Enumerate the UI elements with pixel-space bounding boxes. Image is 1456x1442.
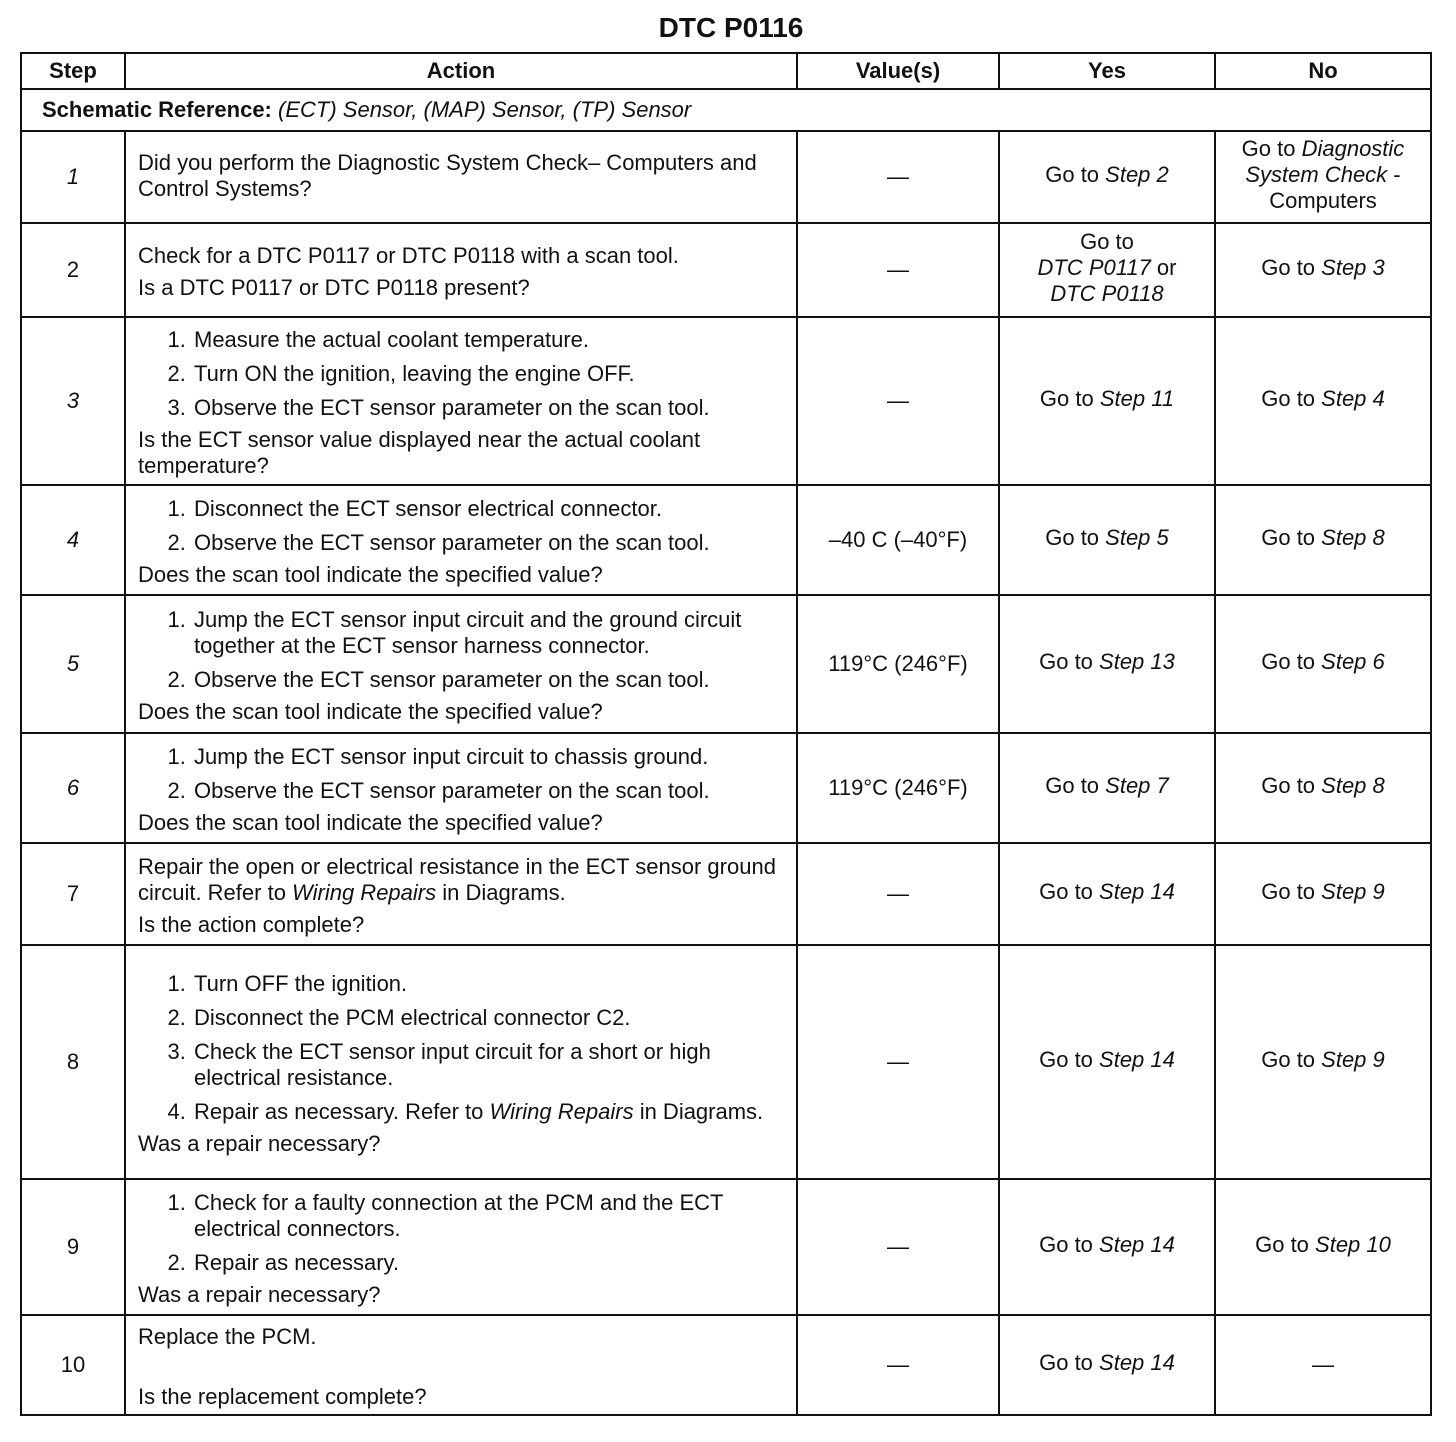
action-question: Is the action complete? [138,911,365,937]
table-row [21,945,1431,1179]
table-row [21,131,1431,223]
no-prefix: Go to [1241,136,1302,161]
no-prefix: Go to [1261,773,1322,798]
yes-link[interactable]: Step 14 [1099,1232,1175,1257]
yes-cell [999,1315,1215,1415]
yes-prefix: Go to [1045,525,1106,550]
step-number: 3 [21,317,125,485]
table-row [21,317,1431,485]
diagnostic-table [20,52,1432,1416]
action-step: 2. Disconnect the PCM electrical connector C2. [192,1005,784,1031]
yes-prefix: Go to [1039,1232,1100,1257]
yes-link[interactable]: Step 2 [1105,162,1169,187]
schematic-value: (ECT) Sensor, (MAP) Sensor, (TP) Sensor [278,97,692,122]
yes-prefix: Go to [1039,879,1100,904]
value-cell: — [797,945,999,1179]
action-step: 1. Check for a faulty connection at the PCM and the ECT electrical connectors. [192,1190,784,1242]
action-question: Was a repair necessary? [138,1281,381,1307]
action-step: 2. Observe the ECT sensor parameter on the scan tool. [192,530,784,556]
action-cell [125,485,797,595]
action-step: 3. Check the ECT sensor input circuit for a short or high electrical resistance. [192,1039,784,1091]
action-cell [125,843,797,945]
no-link[interactable]: Step 4 [1321,386,1385,411]
action-text: Check for a DTC P0117 or DTC P0118 with a scan tool. [138,242,679,268]
yes-link[interactable]: Step 14 [1099,879,1175,904]
yes-link[interactable]: Step 13 [1099,649,1175,674]
action-step: 1. Disconnect the ECT sensor electrical connector. [192,496,784,522]
no-link[interactable]: Step 8 [1321,773,1385,798]
header-action: Action [125,53,797,89]
no-link[interactable]: Step 6 [1321,649,1385,674]
wiring-repairs-link[interactable]: Wiring Repairs [292,879,437,905]
yes-link[interactable]: Step 14 [1099,1350,1175,1375]
yes-link[interactable]: Step 11 [1099,386,1175,411]
action-cell [125,317,797,485]
action-question: Does the scan tool indicate the specified value? [138,809,603,835]
no-cell [1215,485,1431,595]
yes-cell [999,595,1215,733]
yes-link[interactable]: Step 7 [1105,773,1169,798]
action-step [192,1099,784,1125]
value-cell: –40 C (–40°F) [797,485,999,595]
step-number: 2 [21,223,125,317]
action-text-a: Repair the open or electrical resistance in the ECT sensor ground circuit. Refer to [138,853,776,905]
no-link[interactable]: Step 9 [1321,879,1385,904]
no-cell [1215,945,1431,1179]
step-number: 8 [21,945,125,1179]
step-number: 6 [21,733,125,843]
action-cell [125,733,797,843]
value-cell: — [797,131,999,223]
action-question: Does the scan tool indicate the specified value? [138,561,603,587]
action-question: Is the ECT sensor value displayed near the actual coolant temperature? [138,426,701,478]
action-cell [125,223,797,317]
action-cell [125,131,797,223]
no-cell: — [1215,1315,1431,1415]
header-yes: Yes [999,53,1215,89]
action-step: 2. Turn ON the ignition, leaving the engine OFF. [192,361,784,387]
table-row [21,595,1431,733]
action-step: 2. Observe the ECT sensor parameter on the scan tool. [192,667,784,693]
no-cell [1215,131,1431,223]
action-step: 1. Jump the ECT sensor input circuit to chassis ground. [192,744,784,770]
no-prefix: Go to [1261,386,1322,411]
action-steps [138,496,784,556]
no-link[interactable]: Step 8 [1321,525,1385,550]
table-row [21,223,1431,317]
yes-cell [999,1179,1215,1315]
yes-prefix: Go to [1045,162,1106,187]
action-cell [125,1179,797,1315]
table-row [21,1179,1431,1315]
action-text: Did you perform the Diagnostic System Check– Computers and Control Systems? [138,149,757,201]
no-cell [1215,223,1431,317]
no-cell [1215,843,1431,945]
schematic-row [21,89,1431,131]
no-link[interactable]: Diagnostic System Check [1245,136,1405,187]
no-cell [1215,733,1431,843]
action-step: 1. Jump the ECT sensor input circuit and the ground circuit together at the ECT sensor harness connector. [192,607,784,659]
value-cell: — [797,1315,999,1415]
action-text: Replace the PCM. [138,1323,317,1349]
action-step: 3. Observe the ECT sensor parameter on the scan tool. [192,395,784,421]
no-prefix: Go to [1261,255,1322,280]
step-number: 7 [21,843,125,945]
schematic-reference [21,89,1431,131]
action-question: Is the replacement complete? [138,1383,427,1409]
action-step: 1. Measure the actual coolant temperature. [192,327,784,353]
action-step: 2. Observe the ECT sensor parameter on the scan tool. [192,778,784,804]
header-no: No [1215,53,1431,89]
yes-link[interactable]: Step 14 [1099,1047,1175,1072]
action-step: 2. Repair as necessary. [192,1250,784,1276]
no-prefix: Go to [1261,879,1322,904]
action-text [138,854,784,906]
table-row [21,843,1431,945]
header-step: Step [21,53,125,89]
action-steps [138,1190,784,1276]
action-text-b: in Diagrams. [436,879,566,905]
no-prefix: Go to [1261,649,1322,674]
action-steps [138,607,784,693]
spacer [138,1356,784,1384]
document-title: DTC P0116 [658,12,804,43]
yes-cell [999,485,1215,595]
schematic-label: Schematic Reference: [42,97,272,122]
yes-cell [999,131,1215,223]
no-cell [1215,317,1431,485]
action-step-a: Repair as necessary. Refer to [194,1098,490,1124]
value-cell: — [797,1179,999,1315]
header-values: Value(s) [797,53,999,89]
action-question: Is a DTC P0117 or DTC P0118 present? [138,274,530,300]
no-cell [1215,595,1431,733]
yes-link[interactable]: Step 5 [1105,525,1169,550]
action-steps [138,327,784,421]
value-cell: 119°C (246°F) [797,733,999,843]
wiring-repairs-link[interactable]: Wiring Repairs [489,1098,634,1124]
yes-prefix: Go to [1080,229,1134,254]
action-cell [125,945,797,1179]
action-question: Was a repair necessary? [138,1130,381,1156]
value-cell: — [797,223,999,317]
yes-prefix: Go to [1039,386,1100,411]
yes-prefix: Go to [1039,1350,1100,1375]
yes-prefix: Go to [1039,649,1100,674]
yes-cell [999,945,1215,1179]
no-cell [1215,1179,1431,1315]
action-steps [138,971,784,1125]
step-number: 9 [21,1179,125,1315]
yes-cell [999,843,1215,945]
step-number: 5 [21,595,125,733]
value-cell: — [797,843,999,945]
action-step: 1. Turn OFF the ignition. [192,971,784,997]
yes-cell [999,223,1215,317]
no-prefix: Go to [1255,1232,1316,1257]
no-link[interactable]: Step 3 [1321,255,1385,280]
action-cell [125,1315,797,1415]
yes-link-2[interactable]: DTC P0118 [1050,281,1164,306]
action-steps [138,744,784,804]
yes-cell [999,733,1215,843]
yes-prefix: Go to [1039,1047,1100,1072]
table-row [21,733,1431,843]
action-step-b: in Diagrams. [633,1098,764,1124]
yes-cell [999,317,1215,485]
action-question: Does the scan tool indicate the specified value? [138,698,603,724]
no-link[interactable]: Step 9 [1321,1047,1385,1072]
yes-prefix: Go to [1045,773,1106,798]
no-suffix: - Computers [1269,162,1401,213]
yes-mid: or [1150,255,1177,280]
value-cell: — [797,317,999,485]
action-cell [125,595,797,733]
step-number: 1 [21,131,125,223]
step-number: 4 [21,485,125,595]
header-row [21,53,1431,89]
no-prefix: Go to [1261,1047,1322,1072]
no-link[interactable]: Step 10 [1315,1232,1391,1257]
value-cell: 119°C (246°F) [797,595,999,733]
table-row [21,485,1431,595]
yes-link[interactable]: DTC P0117 [1037,255,1151,280]
no-prefix: Go to [1261,525,1322,550]
step-number: 10 [21,1315,125,1415]
table-row [21,1315,1431,1415]
